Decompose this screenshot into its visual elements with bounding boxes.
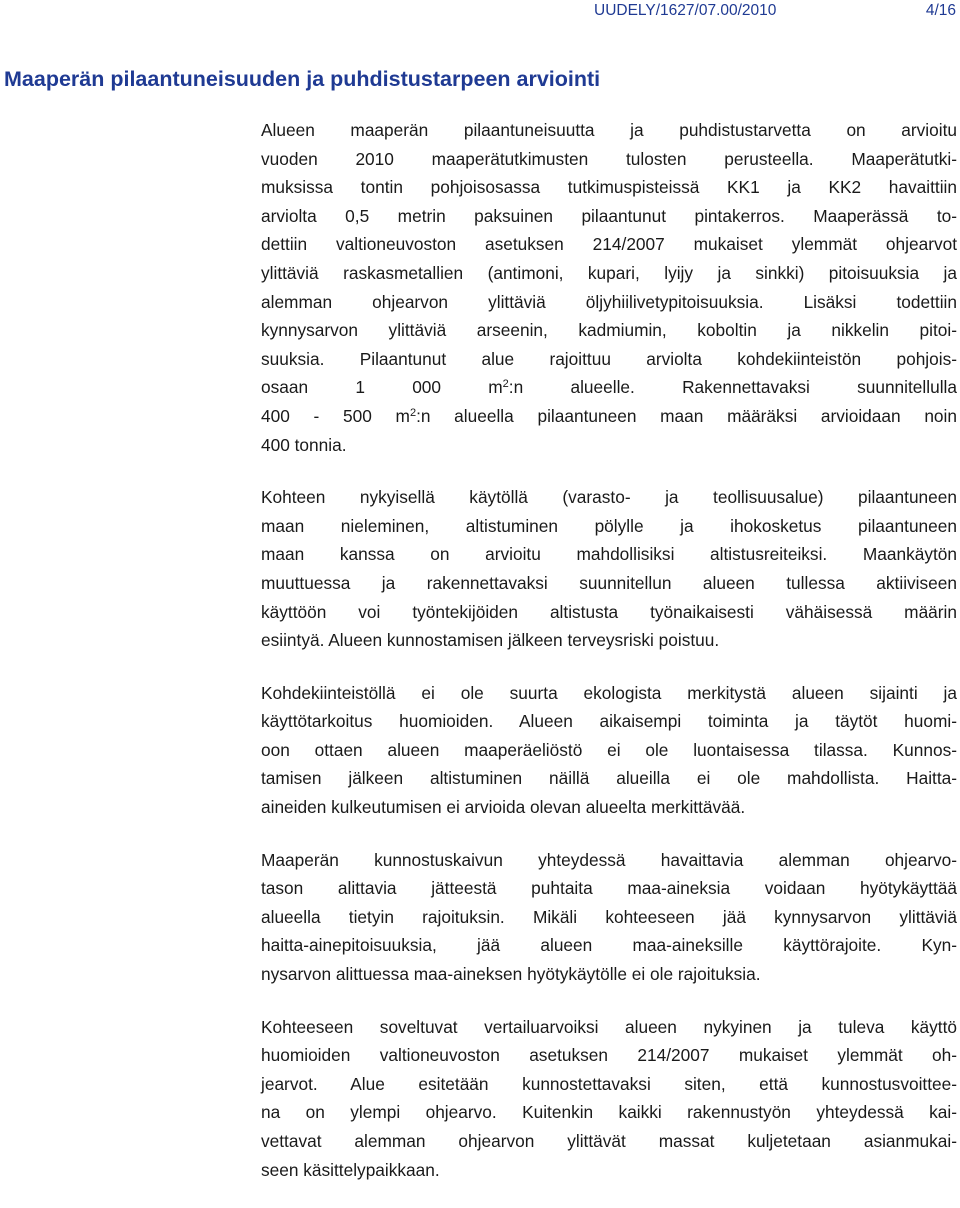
text-line: Kohteen nykyisellä käytöllä (varasto- ja teollisuusalue) pilaantuneen bbox=[261, 487, 957, 508]
paragraph-contamination-assessment bbox=[261, 116, 957, 459]
text-line: haitta-ainepitoisuuksia, jää alueen maa-aineksille käyttörajoite. Kyn- bbox=[261, 935, 957, 956]
paragraph-reference-values bbox=[261, 1013, 957, 1185]
text-fragment: :n alueelle. Rakennettavaksi suunnitellulla bbox=[508, 377, 958, 398]
section-title: Maaperän pilaantuneisuuden ja puhdistustarpeen arviointi bbox=[4, 67, 601, 91]
text-line: suuksia. Pilaantunut alue rajoittuu arviolta kohdekiinteistön pohjois- bbox=[261, 348, 957, 369]
document-reference: UUDELY/1627/07.00/2010 bbox=[594, 2, 777, 19]
text-line: nysarvon alittuessa maa-aineksen hyötykäytölle ei ole rajoituksia. bbox=[261, 964, 761, 985]
text-line: käyttöön voi työntekijöiden altistusta työnaikaisesti vähäisessä määrin bbox=[261, 601, 957, 622]
text-line: kynnysarvon ylittäviä arseenin, kadmiumin, koboltin ja nikkelin pitoi- bbox=[261, 320, 957, 341]
text-line: 400 tonnia. bbox=[261, 434, 347, 455]
text-line: jearvot. Alue esitetään kunnostettavaksi siten, että kunnostusvoittee- bbox=[261, 1073, 957, 1094]
text-line: Kohteeseen soveltuvat vertailuarvoiksi alueen nykyinen ja tuleva käyttö bbox=[261, 1016, 957, 1037]
text-line: Kohdekiinteistöllä ei ole suurta ekologista merkitystä alueen sijainti ja bbox=[261, 682, 957, 703]
text-line: käyttötarkoitus huomioiden. Alueen aikaisempi toiminta ja täytöt huomi- bbox=[261, 711, 957, 732]
text-line: vettavat alemman ohjearvon ylittävät massat kuljetetaan asianmukai- bbox=[261, 1131, 957, 1151]
text-fragment: :n alueella pilaantuneen maan määräksi arvioidaan noin bbox=[416, 405, 957, 426]
superscript: 2 bbox=[409, 406, 417, 419]
text-line: aineiden kulkeutumisen ei arvioida olevan alueelta merkittävää. bbox=[261, 797, 746, 818]
text-line: Alueen maaperän pilaantuneisuutta ja puhdistustarvetta on arvioitu bbox=[261, 120, 957, 140]
superscript: 2 bbox=[502, 378, 509, 391]
text-line: alueella tietyin rajoituksin. Mikäli kohteeseen jää kynnysarvon ylittäviä bbox=[261, 906, 957, 927]
paragraph-soil-reuse bbox=[261, 846, 957, 989]
text-line: dettiin valtioneuvoston asetuksen 214/2007 mukaiset ylemmät ohjearvot bbox=[261, 234, 957, 255]
text-line: esiintyä. Alueen kunnostamisen jälkeen terveysriski poistuu. bbox=[261, 630, 720, 651]
text-line: ylittäviä raskasmetallien (antimoni, kupari, lyijy ja sinkki) pitoisuuksia ja bbox=[261, 262, 957, 283]
text-fragment: osaan 1 000 m bbox=[261, 377, 503, 398]
page-header bbox=[594, 0, 960, 22]
text-line: maan kanssa on arvioitu mahdollisiksi altistusreiteiksi. Maankäytön bbox=[261, 544, 957, 565]
text-line: muuttuessa ja rakennettavaksi suunnitellun alueen tullessa aktiiviseen bbox=[261, 572, 957, 593]
text-line: arviolta 0,5 metrin paksuinen pilaantunut pintakerros. Maaperässä to- bbox=[261, 205, 957, 226]
text-line: alemman ohjearvon ylittäviä öljyhiilivetypitoisuuksia. Lisäksi todettiin bbox=[261, 291, 957, 312]
text-line: huomioiden valtioneuvoston asetuksen 214/2007 mukaiset ylemmät oh- bbox=[261, 1045, 957, 1066]
text-line bbox=[261, 402, 957, 431]
text-line: maan nieleminen, altistuminen pölylle ja ihokosketus pilaantuneen bbox=[261, 515, 957, 536]
paragraph-ecological-significance bbox=[261, 679, 957, 822]
text-line: na on ylempi ohjearvo. Kuitenkin kaikki rakennustyön yhteydessä kai- bbox=[261, 1102, 957, 1123]
text-line: tason alittavia jätteestä puhtaita maa-aineksia voidaan hyötykäyttää bbox=[261, 878, 957, 899]
text-line: seen käsittelypaikkaan. bbox=[261, 1159, 440, 1180]
page-number: 4/16 bbox=[925, 2, 956, 19]
text-line: vuoden 2010 maaperätutkimusten tulosten perusteella. Maaperätutki- bbox=[261, 148, 957, 169]
text-line bbox=[261, 373, 957, 402]
text-line: muksissa tontin pohjoisosassa tutkimuspisteissä KK1 ja KK2 havaittiin bbox=[261, 177, 957, 198]
text-line: Maaperän kunnostuskaivun yhteydessä havaittavia alemman ohjearvo- bbox=[261, 849, 957, 870]
text-line: oon ottaen alueen maaperäeliöstö ei ole luontaisessa tilassa. Kunnos- bbox=[261, 739, 957, 760]
body-text bbox=[261, 116, 957, 1208]
paragraph-exposure-routes bbox=[261, 483, 957, 655]
text-fragment: 400 - 500 m bbox=[261, 405, 410, 426]
text-line: tamisen jälkeen altistuminen näillä alueilla ei ole mahdollista. Haitta- bbox=[261, 768, 957, 789]
